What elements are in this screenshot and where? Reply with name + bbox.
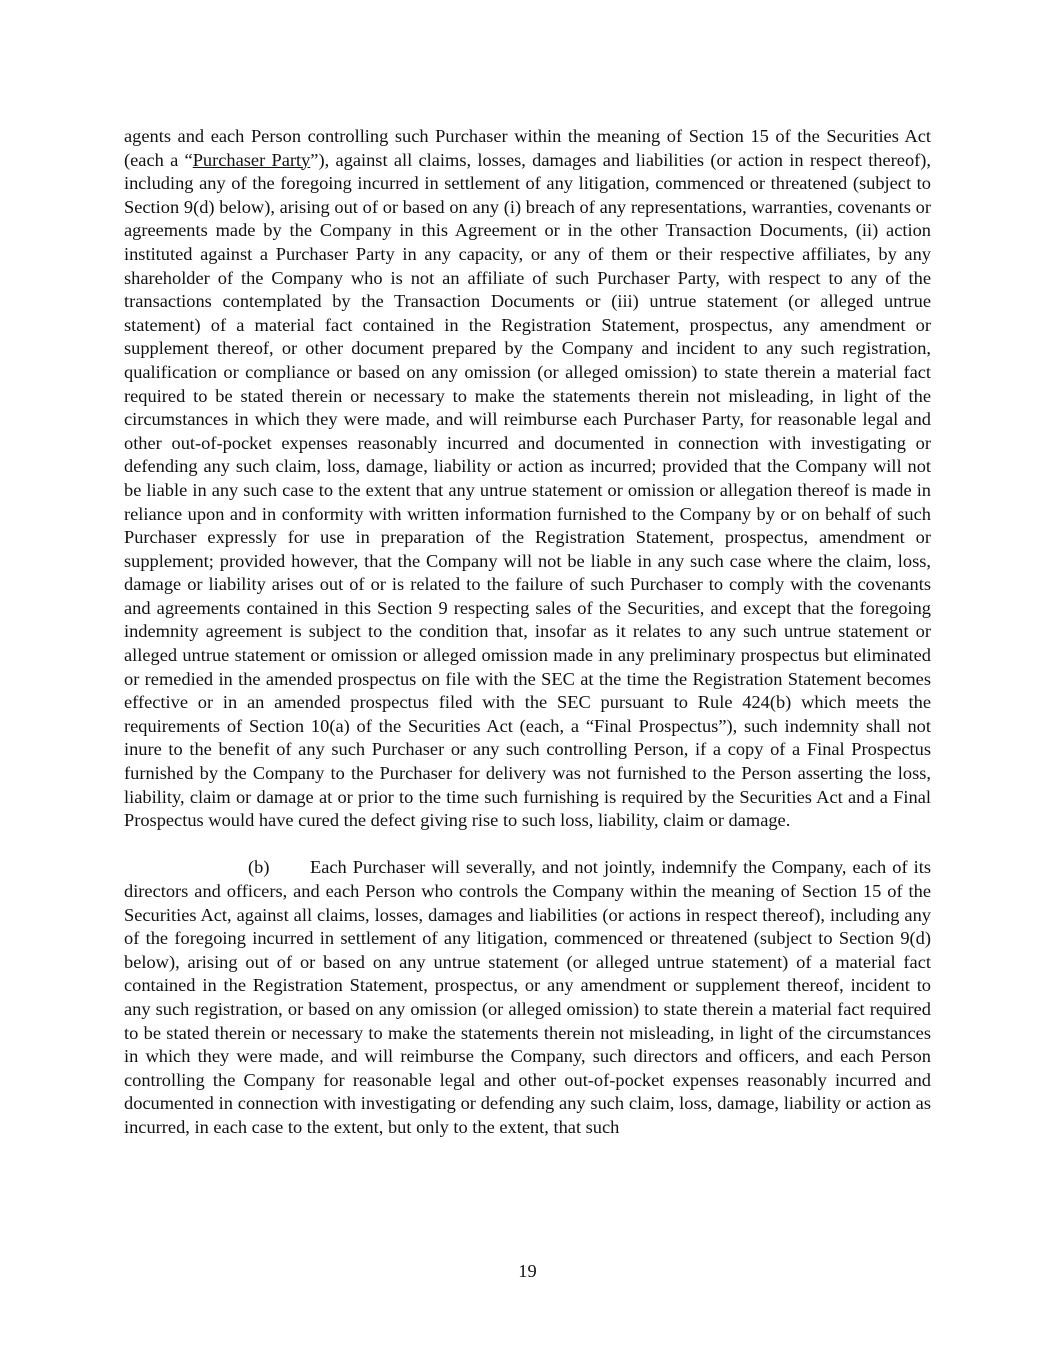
paragraph-a-text-rest: ”), against all claims, losses, damages and liabilities (or action in respect thereof), including any of the foregoing incurred in settlement of any litigation, commenced or threatened (subject to Section 9(d) below), arising out of or based on any (i) breach of any representations, warranties, covenants or agreements made by the Company in this Agreement or in the other Transaction Documents, (ii) action instituted against a Purchaser Party in any capacity, or any of them or their respective affiliates, by any shareholder of the Company who is not an affiliate of such Purchaser Party, with respect to any of the transactions contemplated by the Transaction Documents or (iii) untrue statement (or alleged untrue statement) of a material fact contained in the Registration Statement, prospectus, any amendment or supplement thereof, or other document prepared by the Company and incident to any such registration, qualification or compliance or based on any omission (or alleged omission) to state therein a material fact required to be stated therein or necessary to make the statements therein not misleading, in light of the circumstances in which they were made, and will reimburse each Purchaser Party, for reasonable legal and other out-of-pocket expenses reasonably incurred and documented in connection with investigating or defending any such claim, loss, damage, liability or action as incurred; provided that the Company will not be liable in any such case to the extent that any untrue statement or omission or allegation thereof is made in reliance upon and in conformity with written information furnished to the Company by or on behalf of such Purchaser expressly for use in preparation of the Registration Statement, prospectus, amendment or supplement; provided however, that the Company will not be liable in any such case where the claim, loss, damage or liability arises out of or is related to the failure of such Purchaser to comply with the covenants and agreements contained in this Section 9 respecting sales of the Securities, and except that the foregoing indemnity agreement is subject to the condition that, insofar as it relates to any such untrue statement or alleged untrue statement or omission or alleged omission made in any preliminary prospectus but eliminated or remedied in the amended prospectus on file with the SEC at the time the Registration Statement becomes effective or in an amended prospectus filed with the SEC pursuant to Rule 424(b) which meets the requirements of Section 10(a) of the Securities Act (each, a “Final Prospectus”), such indemnity shall not inure to the benefit of any such Purchaser or any such controlling Person, if a copy of a Final Prospectus furnished by the Company to the Purchaser for delivery was not furnished to the Person asserting the loss, liability, claim or damage at or prior to the time such furnishing is required by the Securities Act and a Final Prospectus would have cured the defect giving rise to such loss, liability, claim or damage. [124, 149, 931, 831]
paragraph-a [124, 125, 931, 833]
paragraph-b [124, 856, 931, 1139]
defined-term-purchaser-party: Purchaser Party [192, 149, 311, 170]
paragraph-b-text: Each Purchaser will severally, and not jointly, indemnify the Company, each of its directors and officers, and each Person who controls the Company within the meaning of Section 15 of the Securities Act, against all claims, losses, damages and liabilities (or actions in respect thereof), including any of the foregoing incurred in settlement of any litigation, commenced or threatened (subject to Section 9(d) below), arising out of or based on any untrue statement (or alleged untrue statement) of a material fact contained in the Registration Statement, prospectus, or any amendment or supplement thereof, incident to any such registration, or based on any omission (or alleged omission) to state therein a material fact required to be stated therein or necessary to make the statements therein not misleading, in light of the circumstances in which they were made, and will reimburse the Company, such directors and officers, and each Person controlling the Company for reasonable legal and other out-of-pocket expenses reasonably incurred and documented in connection with investigating or defending any such claim, loss, damage, liability or action as incurred, in each case to the extent, but only to the extent, that such [124, 857, 931, 1137]
page-number: 19 [518, 1261, 537, 1281]
document-body [124, 125, 931, 1140]
paragraph-a-text-start: agents and each Person controlling such Purchaser within the meaning of Section 15 of the Securities Act (each a “ [124, 126, 931, 170]
paragraph-b-label: (b) [248, 857, 270, 878]
